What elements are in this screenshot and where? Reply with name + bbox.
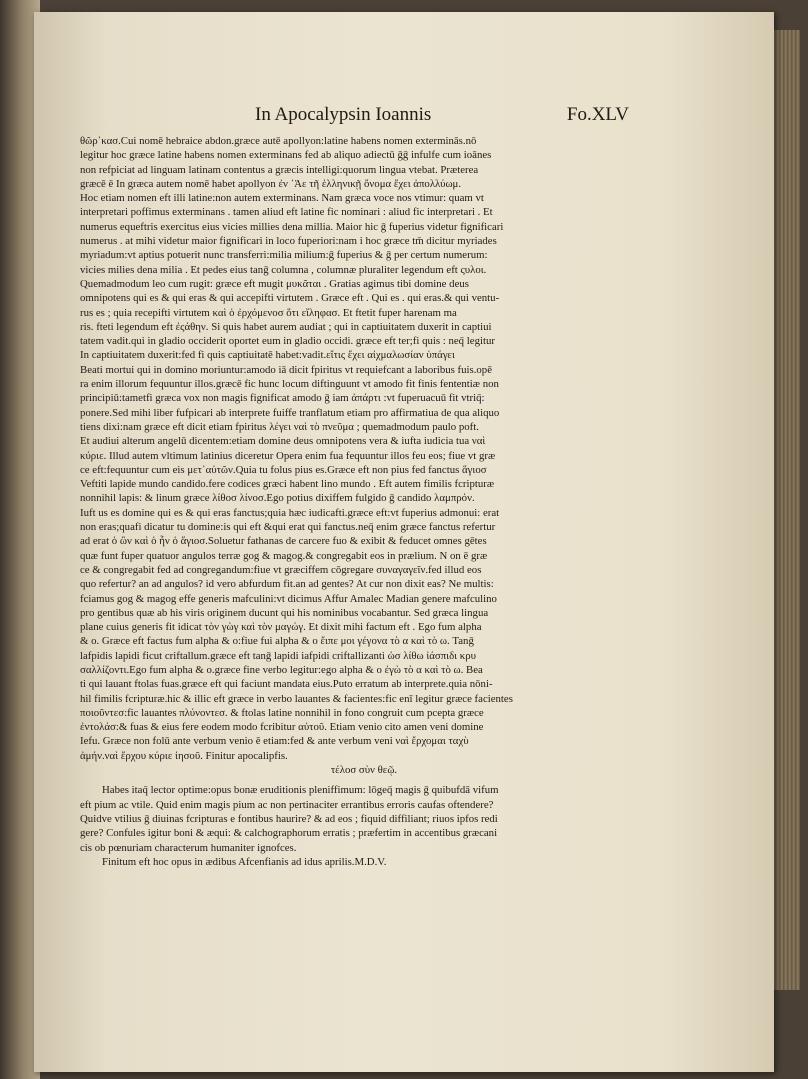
text-line: Habes itaq̄ lector optime:opus bonæ eruditionis pleniffimum: lōgeq̄ magis ḡ quibufdā vifum: [102, 784, 499, 797]
text-line: ce & congregabit fed ad congregandum:fiue vt græciffem cōgregare συναγαγεῖν.fed illud eos: [80, 563, 482, 576]
text-line: tatem vadit.qui in gladio occiderit oportet eum in gladio occidi. græce eft ter;fi quis : neq̄ legitur: [80, 335, 495, 348]
text-line: ponere.Sed mihi liber fufpicari ab interprete fuiffe tranflatum etiam pro affirmatiua de qua aliquo: [80, 406, 500, 419]
text-line: ris. fteti legendum eft ἐςάθην. Si quis habet aurem audiat ; qui in captiuitatem duxerit in captiui: [80, 320, 492, 333]
text-line: Beati mortui qui in domino moriuntur:amodo iā dicit fpiritus vt requiefcant a laboribus fuis.opē: [80, 363, 493, 376]
text-line: rus es ; quia recepifti virtutem καὶ ὁ ἐρχόμενοσ ὅτι εἴληφασ. Et ftetit fuper harenam ma: [80, 306, 457, 319]
text-line: κύριε. Illud autem vltimum latinius diceretur Opera enim fua fequuntur illos feu eos; fiue vt græ: [80, 449, 496, 462]
text-line: Quemadmodum leo cum rugit: græce eft mugit μυκᾶται . Gratias agimus tibi domine deus: [80, 277, 469, 290]
text-line: numerus equeftris exercitus eius vicies millies dena millia. Maior hic ḡ fuperius videtur fignificari: [80, 220, 504, 233]
text-line: eft pium ac vtile. Quid enim magis pium ac non pertinaciter errantibus erroris caufas oftendere?: [80, 798, 494, 811]
text-line: Iefu. Græce non folū ante verbum venio ē etiam:fed & ante verbum veni ναὶ ἔρχομαι ταχὺ: [80, 735, 469, 748]
text-line: ce eft:fequuntur cum eis μετ᾽αὐτῶν.Quia tu folus pius es.Græce eft non pius fed fanctus ἅγιοσ: [80, 463, 487, 476]
commentary-body: [80, 134, 628, 763]
text-line: Hoc etiam nomen eft illi latine:non autem exterminans. Nam græca voce nos vtimur: quam vt: [80, 192, 484, 205]
text-line: θῶρ᾽κασ.Cui nomē hebraice abdon.græce autē apollyon:latine habens nomen exterminās.nō: [80, 135, 477, 147]
text-line: σαλλίζοντι.Ego fum alpha & o.græce fine verbo legitur:ego alpha & o ἐγὼ τὸ α καὶ τὸ ω. Bea: [80, 663, 483, 676]
text-line: legitur hoc græce latine habens nomen exterminans fed ab aliquo adiectū ḡḡ infulfe cum ioānes: [80, 149, 492, 162]
text-line: numerus . at mihi videtur maior fignificari in loco fuperiori:nam i hoc græce tm̄ dicitur myriades: [80, 235, 497, 248]
text-line: non refpiciat ad linguam latinam contentus a græcis intelligi:quorum lingua vtebat. Præterea: [80, 163, 479, 176]
text-line: Veftiti lapide mundo candido.fere codices græci habent lino mundo . Eft autem fimilis fcripturæ: [80, 478, 495, 491]
text-line: græcē ē In græca autem nomē habet apollyon ἐν ᾽Ἀε τῆ ἑλληνικῇ ὄνομα ἔχει ἀπολλύωμ.: [80, 177, 462, 190]
text-line: interpretari poffimus exterminans . tamen aliud eft latine fic nominari : aliud fic interpretari . Et: [80, 206, 493, 219]
text-line: non eras;quafi dicatur tu domine:is qui eft &qui erat qui fanctus.neq̄ enim græce fanctus refertur: [80, 521, 496, 534]
text-line: fciamus gog & magog effe generis mafculini:vt dicimus Affur Amalec Madian genere mafculino: [80, 592, 497, 605]
running-title: In Apocalypsin Ioannis: [255, 104, 432, 125]
text-line: Et audiui alterum angelū dicentem:etiam domine deus omnipotens vera & iufta iudicia tua ναὶ: [80, 435, 486, 448]
text-line: Iuft us es domine qui es & qui eras fanctus;quia hæc iudicafti.græce eft:vt fuperius admonui: erat: [80, 506, 500, 519]
text-line: cis ob pœnuriam characterum humaniter ignofces.: [80, 841, 297, 854]
text-line: principiū:tametfi græca vox non magis fignificat amodo ḡ iam ἀπάρτι :vt fuperuacuū fit vtriq̄:: [80, 392, 485, 405]
colophon: [80, 783, 628, 854]
text-line: ἀμήν.ναὶ ἔρχου κύριε ἰησοῦ. Finitur apocalipfis.: [80, 749, 288, 762]
text-line: omnipotens qui es & qui eras & qui accepifti virtutem . Græce eft . Qui es . qui eras.& qui ventu-: [80, 292, 500, 305]
text-line: & o. Græce eft factus fum alpha & o:fiue fui alpha & o ἔιπε μοι γέγονα τὸ α καὶ τὸ ω. Tanḡ: [80, 635, 474, 648]
text-line: ad erat ὁ ὢν καὶ ὁ ἦν ὁ ἅγιοσ.Soluetur fathanas de carcere fuo & exibit & feducet omnes gētes: [80, 535, 487, 548]
text-line: In captiuitatem duxerit:fed fi quis captiuitatē habet:vadit.εἴτις ἔχει αἰχμαλωσίαν ὑπάγει: [80, 349, 455, 362]
text-line: Quidve vtilius ḡ diuinas fcripturas e fontibus haurire? & ad eos ; fiquid diffiliant; riuos ipfos redi: [80, 812, 498, 825]
text-line: plane cuius generis fit idicat τὸν γὼγ καὶ τὸν μαγώγ. Et dixit mihi factum eft . Ego fum alpha: [80, 621, 482, 634]
text-line: vicies milies dena milia . Et pedes eius tanḡ columna , columnæ pluraliter legendum eft ςυλοι.: [80, 263, 487, 276]
text-line: gere? Confules igitur boni & æqui: & calchographorum erratis ; præfertim in accentibus græcani: [80, 827, 498, 840]
text-line: quo refertur? an ad angulos? id vero abfurdum fit.an ad gentes? At cur non dixit eas? Ne multis:: [80, 578, 494, 591]
text-line: ἐντολάσ:& fuas & eius fere eodem modo fcribitur αὐτοῦ. Etiam venio cito amen veni domine: [80, 721, 484, 734]
text-line: pro gentibus quæ ab his viris originem ducunt qui his nominibus vocabantur. Sed græca lingua: [80, 606, 489, 619]
main-text-block: [80, 134, 628, 869]
text-line: quæ funt fuper quatuor angulos terræ gog & magog.& congregabit eos in prælium. N on ē græ: [80, 549, 488, 562]
text-line: ποιοῦντεσ:fic lauantes πλύνοντεσ. & ftolas latine nonnihil in fono congruit cum pcepta græce: [80, 706, 484, 719]
text-line: tiens dixi:nam græce eft dicit etiam fpiritus λέγει ναὶ τὸ πνεῦμα ; quemadmodum paulo poft.: [80, 420, 479, 433]
end-mark: τέλοσ σὺν θεῷ.: [330, 764, 398, 777]
text-line: lafpidis lapidi ficut criftallum.græce eft tanḡ lapidi iafpidi criftallizanti ὡσ λίθω ἰάσπιδι κρυ: [80, 649, 476, 662]
text-line: hil fimilis fcripturæ.hic & illic eft græce in verbo lauantes & facientes:fic enī legitur græce facientes: [80, 692, 513, 705]
folio-number: Fo.XLV: [566, 104, 629, 125]
imprint-line: Finitum eft hoc opus in ædibus Afcenfianis ad idus aprilis.M.D.V.: [102, 855, 387, 868]
text-line: myriadum:vt aptius potuerit nunc transferri:milia milium:ḡ fuperius & ḡ per certum numerum:: [80, 249, 488, 262]
text-line: nonnihil lapis: & linum græce λίθοσ λίνοσ.Ego potius dixiffem fulgido ḡ candido λαμπρόν.: [80, 492, 475, 505]
text-line: ti qui lauant ftolas fuas.græce eft qui faciunt mandata eius.Puto erratum ab interprete.quia nōni-: [80, 678, 493, 691]
running-head: [255, 104, 629, 130]
text-line: ra enim illorum fequuntur illos.græcē fic hunc locum diftinguunt vt amodo fit finis fententiæ non: [80, 378, 499, 391]
